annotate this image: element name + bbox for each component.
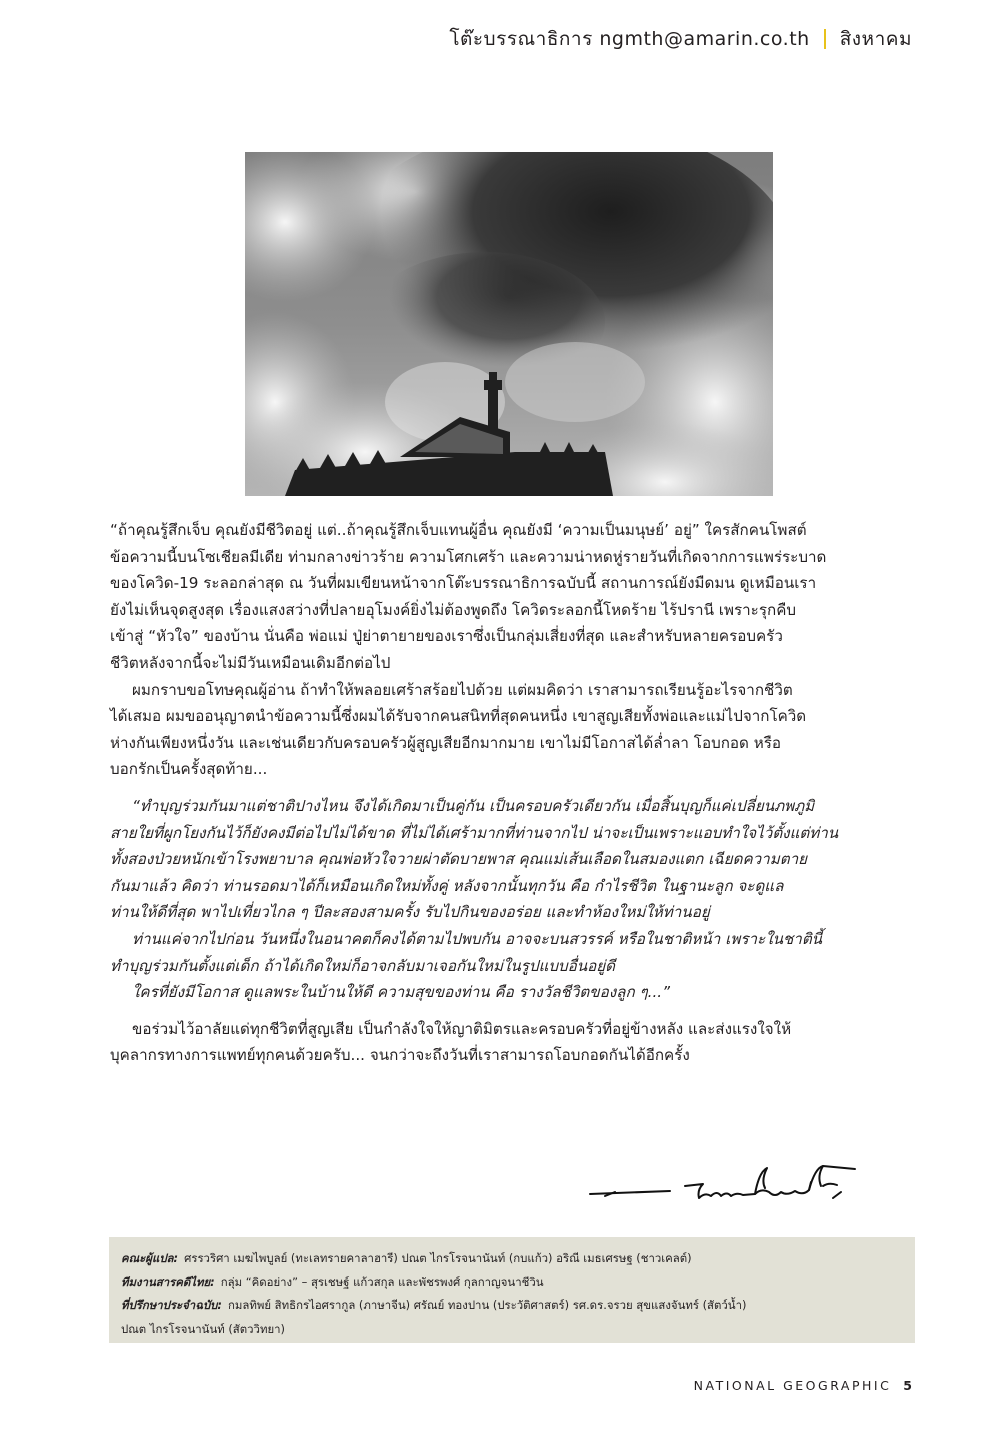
editor-signature	[585, 1158, 870, 1218]
body-line: ได้เสมอ ผมขออนุญาตนำข้อความนี้ซึ่งผมได้รับจากคนสนิทที่สุดคนหนึ่ง เขาสูญเสียทั้งพ่อและแม่ไปจากโควิด	[110, 707, 807, 726]
cover-photo-sky-temple	[245, 152, 773, 496]
quote-line: กันมาแล้ว คิดว่า ท่านรอดมาได้ก็เหมือนเกิดใหม่ทั้งคู่ หลังจากนั้นทุกวัน คือ กำไรชีวิต ในฐานะลูก จะดูแล	[110, 876, 784, 895]
credits-advisors-cont	[121, 1318, 901, 1342]
quote-line: “ทำบุญร่วมกันมาแต่ชาติปางไหน จึงได้เกิดมาเป็นคู่กัน เป็นครอบครัวเดียวกัน เมื่อสิ้นบุญก็แค่เปลี่ยนภพภูมิ	[132, 796, 815, 815]
quote-line: ทั้งสองป่วยหนักเข้าโรงพยาบาล คุณพ่อหัวใจวายผ่าตัดบายพาส คุณแม่เส้นเลือดในสมองแตก เฉียดความตาย	[110, 850, 807, 869]
quote-line: ทำบุญร่วมกันตั้งแต่เด็ก ถ้าได้เกิดใหม่ก็อาจกลับมาเจอกันใหม่ในรูปแบบอื่นอยู่ดี	[110, 956, 616, 975]
credits-translators	[121, 1247, 901, 1271]
body-line: ข้อความนี้บนโซเชียลมีเดีย ท่ามกลางข่าวร้าย ความโศกเศร้า และความน่าหดหู่รายวันที่เกิดจากการแพร่ระบาด	[110, 547, 827, 566]
quote-line: ใครที่ยังมีโอกาส ดูแลพระในบ้านให้ดี ความสุขของท่าน คือ รางวัลชีวิตของลูก ๆ...”	[132, 983, 670, 1002]
body-line: บอกรักเป็นครั้งสุดท้าย...	[110, 760, 268, 779]
credits-label: ที่ปรึกษาประจำฉบับ:	[121, 1298, 222, 1312]
credits-value: กมลทิพย์ สิทธิกรไอศรากูล (ภาษาจีน) ศรัณย์ ทองปาน (ประวัติศาสตร์) รศ.ดร.จรวย สุขแสงจันทร์ (สัตว์น้ำ)	[227, 1298, 747, 1312]
page-footer	[694, 1378, 912, 1393]
quote-line: ท่านให้ดีที่สุด พาไปเที่ยวไกล ๆ ปีละสองสามครั้ง รับไปกินของอร่อย และทำห้องใหม่ให้ท่านอยู่	[110, 903, 710, 922]
quote-line: ท่านแค่จากไปก่อน วันหนึ่งในอนาคตก็คงได้ตามไปพบกัน อาจจะบนสวรรค์ หรือในชาติหน้า เพราะในชาตินี้	[132, 929, 823, 948]
quote-line: สายใยที่ผูกโยงกันไว้ก็ยังคงมีต่อไปไม่ได้ขาด ที่ไม่ได้เศร้ามากที่ท่านจากไป น่าจะเป็นเพราะแอบทำใจไว้ตั้งแต่ท่าน	[110, 823, 839, 842]
body-line: ของโควิด-19 ระลอกล่าสุด ณ วันที่ผมเขียนหน้าจากโต๊ะบรรณาธิการฉบับนี้ สถานการณ์ยังมืดมน ดูเหมือนเรา	[110, 574, 817, 593]
credits-advisors	[121, 1294, 901, 1318]
body-line: ผมกราบขอโทษคุณผู้อ่าน ถ้าทำให้พลอยเศร้าสร้อยไปด้วย แต่ผมคิดว่า เราสามารถเรียนรู้อะไรจากชีวิต	[132, 680, 793, 699]
closing-line: ขอร่วมไว้อาลัยแด่ทุกชีวิตที่สูญเสีย เป็นกำลังใจให้ญาติมิตรและครอบครัวที่อยู่ข้างหลัง และส่งแรงใจให้	[132, 1019, 792, 1038]
credits-box	[109, 1237, 915, 1343]
credits-label: คณะผู้แปล:	[121, 1251, 179, 1265]
header-separator	[824, 29, 826, 49]
editor-desk-label: โต๊ะบรรณาธิการ ngmth@amarin.co.th	[449, 28, 810, 50]
page-header	[449, 24, 912, 54]
credits-editorial	[121, 1271, 901, 1295]
body-line: ห่างกันเพียงหนึ่งวัน และเช่นเดียวกับครอบครัวผู้สูญเสียอีกมากมาย เขาไม่มีโอกาสได้ล่ำลา โอบกอด หรือ	[110, 733, 782, 752]
body-line: ชีวิตหลังจากนี้จะไม่มีวันเหมือนเดิมอีกต่อไป	[110, 653, 391, 672]
quoted-message	[110, 793, 900, 1006]
body-line: เข้าสู่ “หัวใจ” ของบ้าน นั่นคือ พ่อแม่ ปู่ย่าตายายของเราซึ่งเป็นกลุ่มเสี่ยงที่สุด และสำหรับหลายครอบครัว	[110, 627, 783, 646]
credits-value: ศรรวริศา เมฆไพบูลย์ (ทะเลทรายคาลาฮารี) ปณต ไกรโรจนานันท์ (กบแก้ว) อริณี เมธเศรษฐ (ชาวเคลต์)	[184, 1251, 692, 1265]
issue-month: สิงหาคม	[839, 28, 912, 50]
credits-value: กลุ่ม “คิดอย่าง” – สุรเชษฐ์ แก้วสกุล และพัชรพงศ์ กุลกาญจนาชีวิน	[220, 1274, 544, 1289]
credits-value: ปณต ไกรโรจนานันท์ (สัตววิทยา)	[121, 1321, 285, 1336]
editorial-body	[110, 517, 900, 1069]
body-line: “ถ้าคุณรู้สึกเจ็บ คุณยังมีชีวิตอยู่ แต่..ถ้าคุณรู้สึกเจ็บแทนผู้อื่น คุณยังมี ‘ความเป็นมนุษย์’ อยู่” ใครสักคนโพสต์	[110, 521, 807, 539]
magazine-name: NATIONAL GEOGRAPHIC	[693, 1378, 892, 1393]
body-line: ยังไม่เห็นจุดสูงสุด เรื่องแสงสว่างที่ปลายอุโมงค์ยิ่งไม่ต้องพูดถึง โควิดระลอกนี้โหดร้าย ไร้ปรานี เพราะรุกคืบ	[110, 600, 796, 619]
credits-label: ทีมงานสารคดีไทย:	[121, 1274, 215, 1289]
closing-paragraph	[110, 1016, 900, 1069]
page-number: 5	[903, 1378, 912, 1393]
closing-line: บุคลากรทางการแพทย์ทุกคนด้วยครับ... จนกว่าจะถึงวันที่เราสามารถโอบกอดกันได้อีกครั้ง	[110, 1046, 690, 1065]
